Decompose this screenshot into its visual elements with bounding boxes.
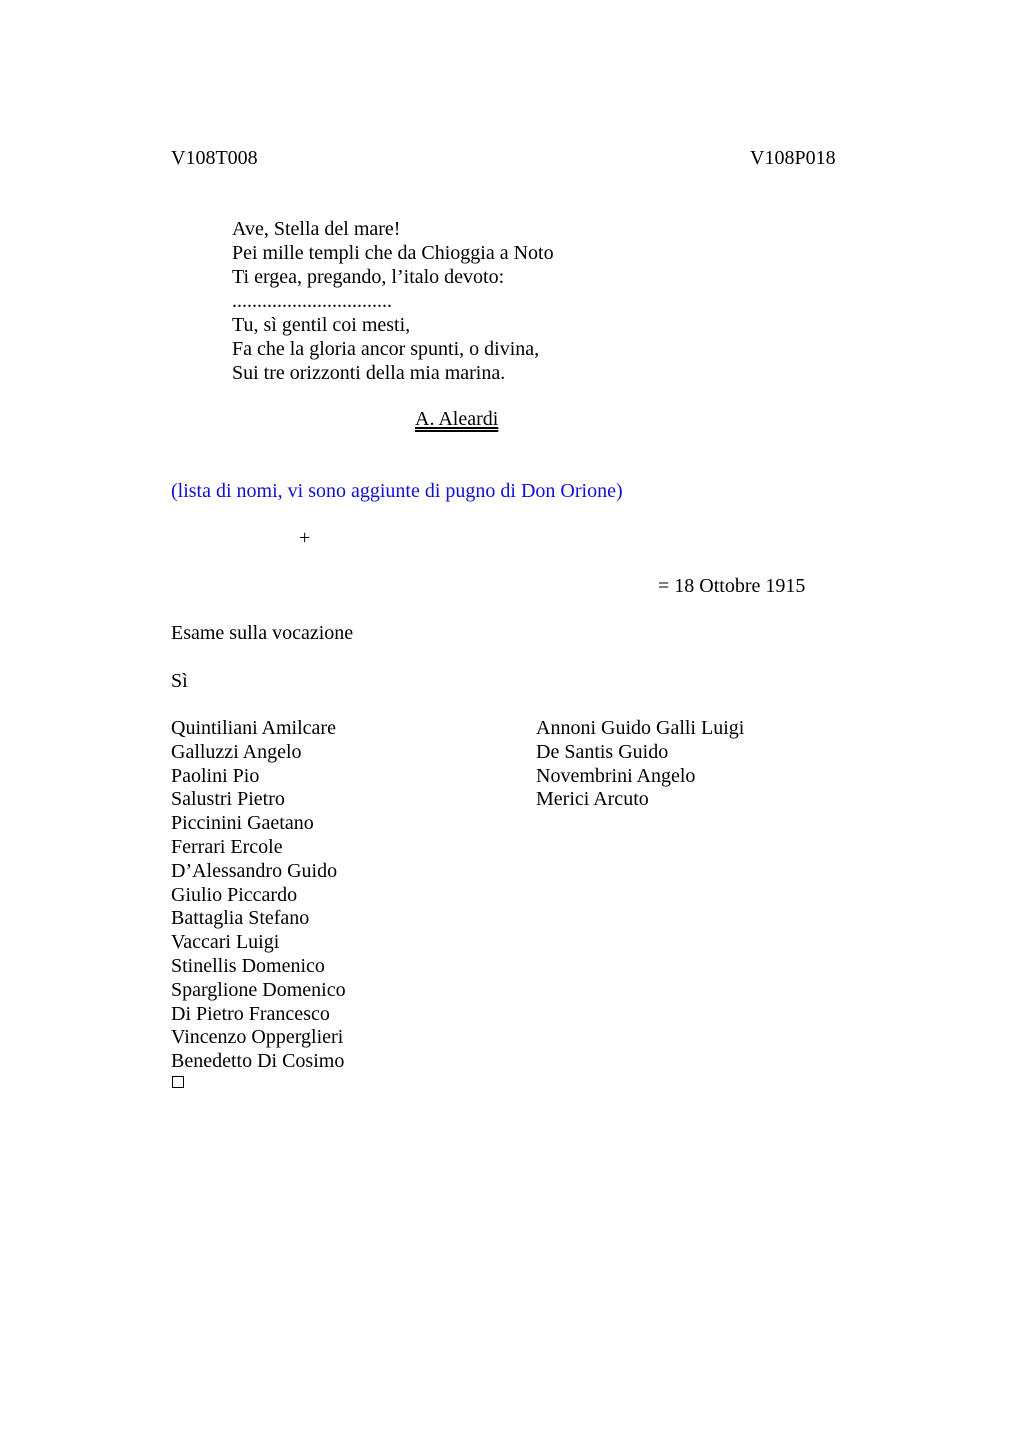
names-list-left [171, 716, 346, 1073]
poem-line: Sui tre orizzonti della mia marina. [232, 362, 506, 384]
document-date: = 18 Ottobre 1915 [658, 575, 806, 597]
list-item: Piccinini Gaetano [171, 812, 314, 835]
checkbox-icon [172, 1076, 184, 1088]
poem-ellipsis-line: ................................ [232, 290, 392, 312]
poem-author: A. Aleardi [415, 408, 499, 430]
poem-line: Fa che la gloria ancor spunti, o divina, [232, 338, 540, 360]
list-item: Vaccari Luigi [171, 931, 280, 954]
list-item: De Santis Guido [536, 740, 669, 763]
cross-symbol: + [299, 527, 311, 549]
poem-line: Ti ergea, pregando, l’italo devoto: [232, 266, 505, 288]
list-item: Battaglia Stefano [171, 907, 310, 930]
list-item: Sparglione Domenico [171, 978, 346, 1001]
list-item: Di Pietro Francesco [171, 1002, 330, 1025]
names-list-right [536, 716, 744, 811]
list-item: Novembrini Angelo [536, 764, 696, 787]
editor-note: (lista di nomi, vi sono aggiunte di pugno di Don Orione) [171, 480, 623, 502]
list-item: Vincenzo Opperglieri [171, 1026, 344, 1049]
list-item: Annoni Guido Galli Luigi [536, 717, 745, 739]
poem-line: Tu, sì gentil coi mesti, [232, 314, 411, 336]
list-item: D’Alessandro Guido [171, 859, 338, 882]
list-item: Merici Arcuto [536, 788, 649, 811]
poem-line: Pei mille templi che da Chioggia a Noto [232, 242, 554, 264]
document-code-right: V108P018 [750, 147, 836, 169]
list-item: Ferrari Ercole [171, 835, 283, 858]
yes-label: Sì [171, 670, 188, 692]
poem-line: Ave, Stella del mare! [232, 218, 401, 240]
list-item: Benedetto Di Cosimo [171, 1050, 345, 1073]
document-code-left: V108T008 [171, 147, 258, 169]
poem-block [232, 217, 554, 385]
section-title: Esame sulla vocazione [171, 622, 354, 644]
list-item: Giulio Piccardo [171, 883, 298, 906]
list-item: Stinellis Domenico [171, 954, 325, 977]
list-item: Paolini Pio [171, 764, 260, 787]
list-item: Salustri Pietro [171, 788, 285, 811]
list-item: Galluzzi Angelo [171, 740, 302, 763]
list-item: Quintiliani Amilcare [171, 717, 336, 739]
